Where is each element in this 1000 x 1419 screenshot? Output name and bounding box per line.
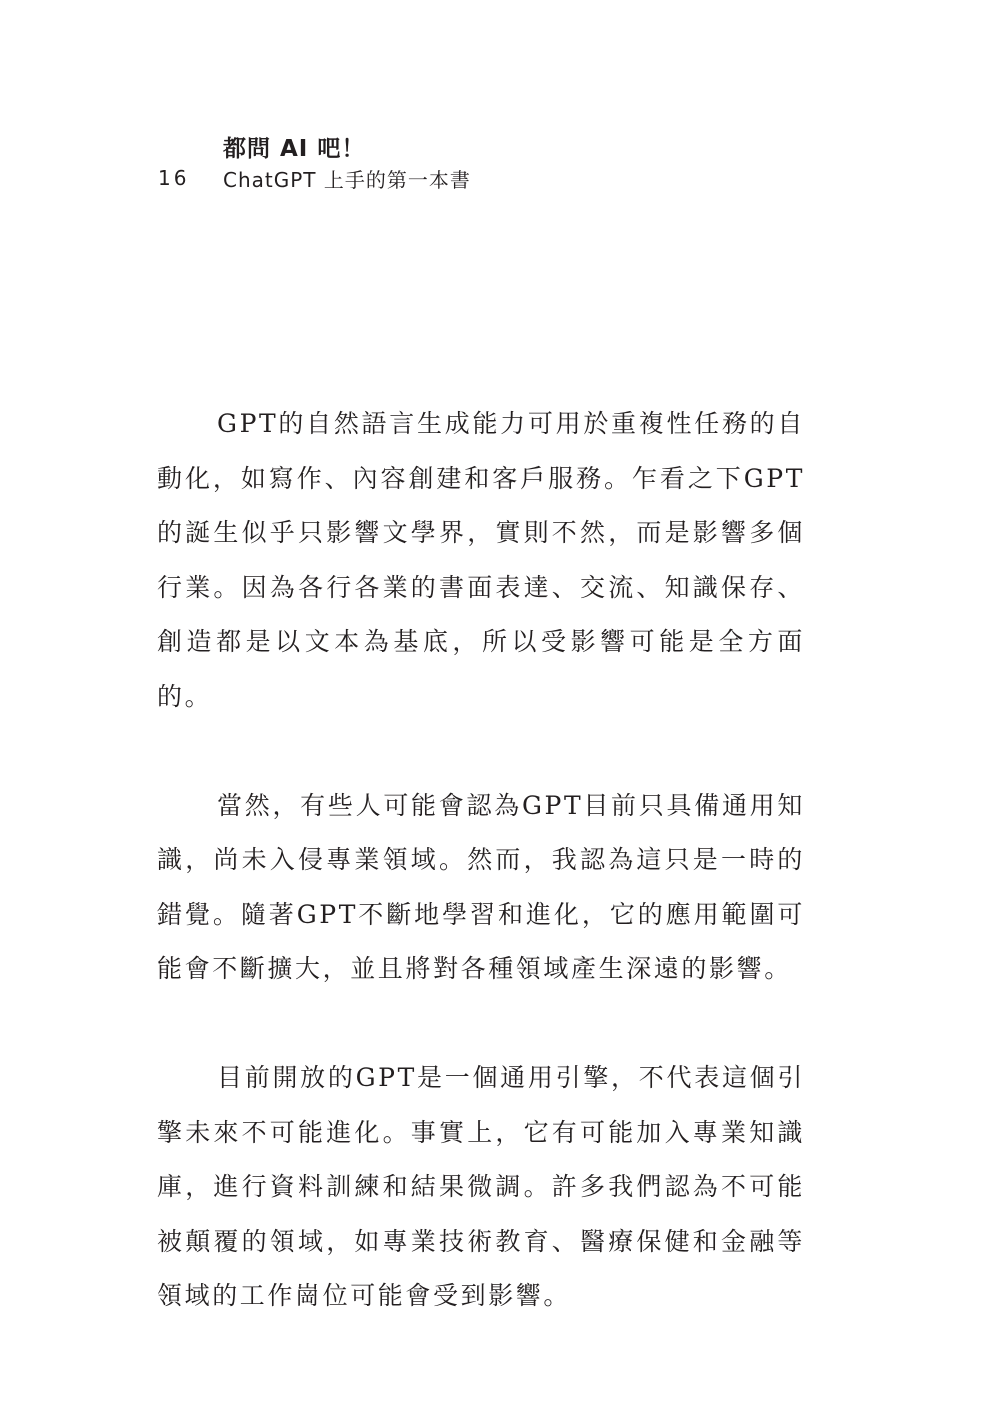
page-header — [0, 0, 1000, 230]
book-subtitle: ChatGPT 上手的第一本書 — [223, 168, 471, 192]
body-text — [157, 397, 805, 1324]
book-title: 都問 AI 吧！ — [223, 136, 366, 162]
paragraph: GPT的自然語言生成能力可用於重複性任務的自動化，如寫作、內容創建和客戶服務。乍看之下GPT 的誕生似乎只影響文學界，實則不然，而是影響多個行業。因為各行各業的書面表達、交流、知識保存、創造都是以文本為基底，所以受影響可能是全方面的。 — [157, 409, 805, 711]
paragraph: 目前開放的GPT是一個通用引擎，不代表這個引擎未來不可能進化。事實上，它有可能加入專業知識庫，進行資料訓練和結果微調。許多我們認為不可能被顛覆的領域，如專業技術教育、醫療保健和金融等領域的工作崗位可能會受到影響。 — [157, 1063, 805, 1310]
page-number: 16 — [158, 166, 190, 190]
paragraph: 當然，有些人可能會認為GPT目前只具備通用知識，尚未入侵專業領域。然而，我認為這只是一時的錯覺。隨著GPT不斷地學習和進化，它的應用範圍可能會不斷擴大，並且將對各種領域產生深遠的影響。 — [157, 790, 805, 983]
